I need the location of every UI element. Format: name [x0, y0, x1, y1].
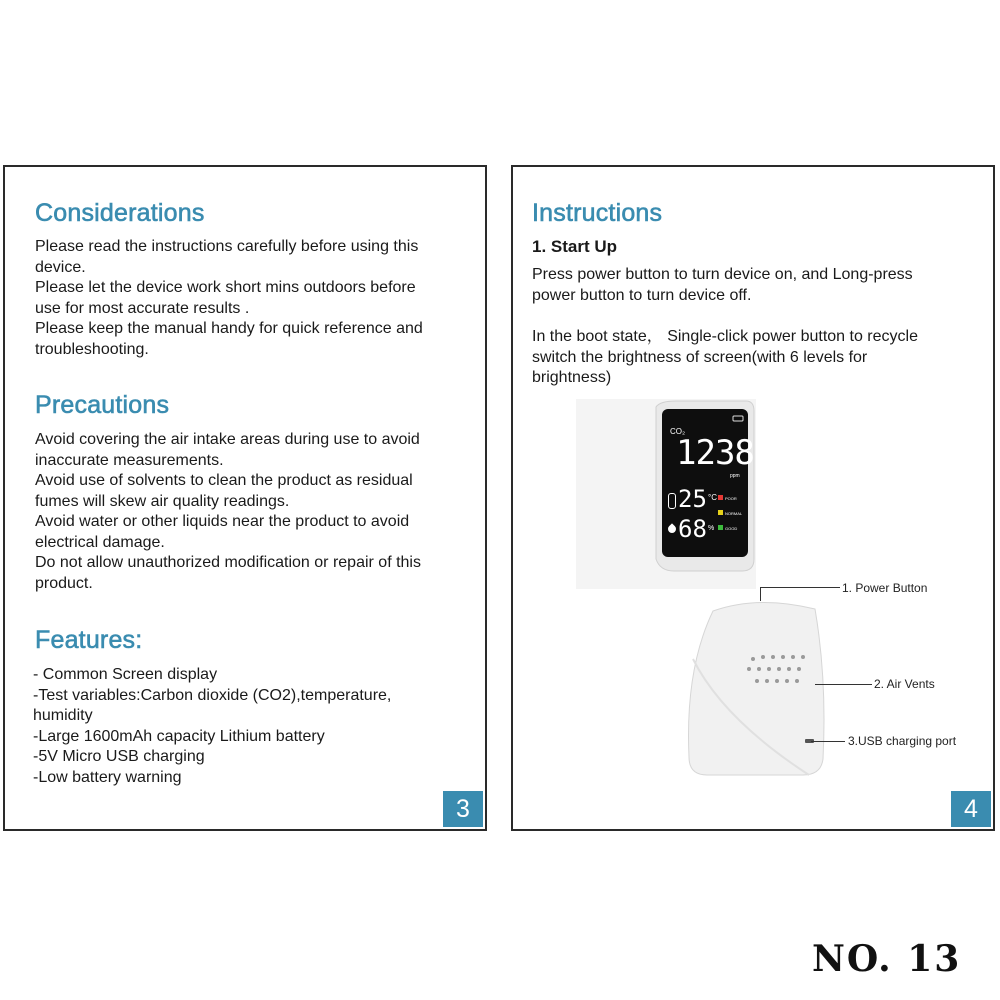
temperature-value: 25 [678, 485, 707, 513]
brightness-instructions: In the boot state， Single-click power button to recycle switch the brightness of screen(with 6 levels for brightness) [532, 328, 918, 386]
page-number: 3 [443, 791, 483, 827]
usb-port-callout: 3.USB charging port [848, 734, 957, 748]
power-leader-vertical [760, 587, 761, 601]
features-text: - Common Screen display -Test variables:Carbon dioxide (CO2),temperature, humidity -Large 1600mAh capacity Lithium battery -5V Micro USB charging -Low battery warning [33, 666, 392, 786]
temperature-unit: °C [708, 493, 717, 502]
air-vents-callout: 2. Air Vents [874, 677, 935, 691]
humidity-value: 68 [678, 515, 707, 543]
power-leader [760, 587, 840, 588]
device-screen [662, 409, 754, 557]
co2-unit: ppm [730, 473, 740, 479]
co2-label: CO₂ [670, 427, 686, 436]
thermometer-icon [668, 493, 676, 509]
usb-leader [811, 741, 845, 742]
footer-number-label: NO. 13 [812, 938, 962, 980]
legend-poor: POOR [718, 491, 742, 506]
power-button-callout: 1. Power Button [842, 581, 928, 595]
page-number: 4 [951, 791, 991, 827]
considerations-text: Please read the instructions carefully before using this device. Please let the device work short mins outdoors before use for most accurate results . Please keep the manual handy for quick reference and troubleshooting. [35, 238, 423, 358]
manual-page-3 [3, 165, 487, 831]
legend-good: GOOD [718, 521, 742, 536]
startup-subheading: 1. Start Up [532, 237, 618, 256]
device-back-image [683, 599, 833, 779]
air-quality-legend [718, 491, 742, 536]
features-heading: Features: [35, 626, 143, 654]
power-instructions: Press power button to turn device on, and Long-press power button to turn device off. [532, 266, 913, 304]
humidity-unit: % [708, 525, 715, 532]
manual-page-4 [511, 165, 995, 831]
droplet-icon [666, 523, 677, 534]
precautions-heading: Precautions [35, 391, 170, 419]
co2-value: 1238 [676, 433, 754, 473]
vents-leader [815, 684, 872, 685]
precautions-text: Avoid covering the air intake areas during use to avoid inaccurate measurements. Avoid use of solvents to clean the product as residual fumes will skew air quality readings. Avoid water or other liquids near the product to avoid electrical damage. Do not allow unauthorized modification or repair of this product. [35, 431, 421, 592]
instructions-heading: Instructions [532, 199, 663, 227]
legend-normal: NORMAL [718, 506, 742, 521]
considerations-heading: Considerations [35, 199, 205, 227]
